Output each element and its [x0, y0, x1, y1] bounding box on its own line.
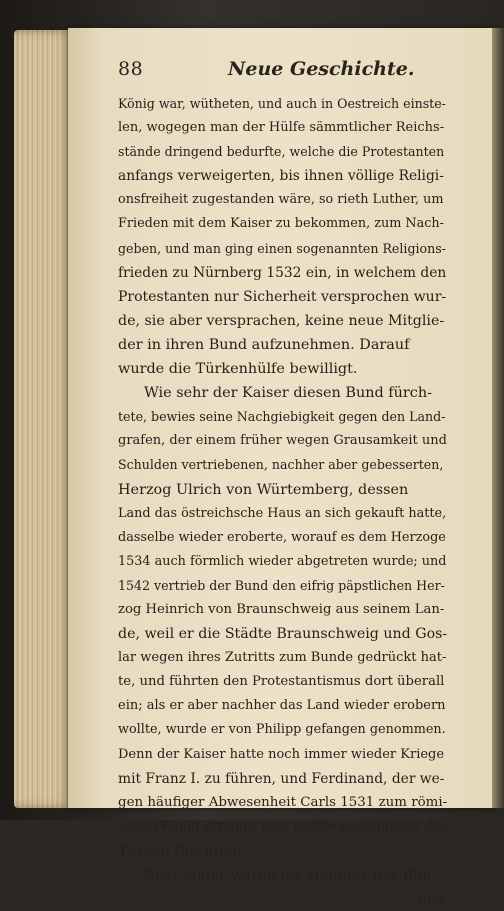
text-line: de, weil er die Städte Braunschweig und Gos- — [118, 626, 448, 643]
text-line: lar wegen ihres Zutritts zum Bunde gedrückt hat- — [118, 650, 447, 666]
text-line: Protestanten nur Sicherheit versprochen wur- — [118, 288, 447, 305]
text-line: Denn der Kaiser hatte noch immer wieder Kriege — [118, 746, 445, 762]
text-line: Wie sehr der Kaiser diesen Bund fürch- — [144, 385, 432, 402]
text-line: des, — [418, 891, 448, 908]
text-line: anfangs verweigerten, bis ihnen völlige Religi- — [118, 168, 444, 185]
text-line: Herzog Ulrich von Würtemberg, dessen — [118, 481, 409, 498]
text-line: frieden zu Nürnberg 1532 ein, in welchem den — [118, 264, 447, 281]
page-number: 88 — [118, 58, 144, 80]
text-line: der in ihren Bund aufzunehmen. Darauf — [118, 336, 410, 353]
running-title: Neue Geschichte. — [228, 58, 415, 80]
page-edges — [14, 30, 74, 808]
text-line: Schulden vertriebenen, nachher aber gebesserten, — [118, 457, 444, 473]
text-line: zog Heinrich von Braunschweig aus seinem Lan- — [118, 601, 445, 617]
text-line: 1534 auch förmlich wieder abgetreten wurde; und — [118, 553, 447, 569]
text-line: 1542 vertrieb der Bund den eifrig päpstlichen Her- — [118, 577, 445, 593]
text-line: te, und führten den Protestantismus dort überall — [118, 674, 445, 690]
text-line: König war, wütheten, und auch in Oestreich einste- — [118, 96, 446, 111]
text-line: Land das östreichsche Haus an sich gekauft hatte, — [118, 505, 447, 521]
body-text — [118, 92, 448, 911]
text-line: len, wogegen man der Hülfe sämmtlicher Reichs- — [118, 120, 445, 136]
text-line: Frieden mit dem Kaiser zu bekommen, zum Nach- — [118, 216, 444, 232]
text-line: schen König ernannt war, mußte noch immer die — [118, 818, 445, 834]
text-line: wurde die Türkenhülfe bewilligt. — [118, 361, 358, 378]
text-line: geben, und man ging einen sogenannten Religions- — [118, 240, 446, 256]
page-header — [118, 58, 448, 88]
text-line: ein; als er aber nachher das Land wieder erobern — [118, 698, 446, 714]
text-line: grafen, der einem früher wegen Grausamkeit und — [118, 433, 447, 449]
page-shadow — [492, 28, 504, 808]
text-line: Aber leider waren die Häupter des Bun- — [144, 867, 437, 883]
text-line: onsfreiheit zugestanden wäre, so rieth Luther, um — [118, 192, 444, 208]
text-line: de, sie aber versprachen, keine neue Mitglie- — [118, 312, 445, 329]
text-line: dasselbe wieder eroberte, worauf es dem Herzoge — [118, 529, 446, 545]
text-line: gen häufiger Abwesenheit Carls 1531 zum römi- — [118, 794, 448, 810]
text-line: mit Franz I. zu führen, und Ferdinand, der we- — [118, 770, 445, 787]
text-line: Türken fürchten. — [118, 842, 242, 859]
text-line: stände dringend bedurfte, welche die Protestanten — [118, 144, 445, 160]
text-line: tete, bewies seine Nachgiebigkeit gegen den Land- — [118, 409, 446, 425]
text-line: wollte, wurde er von Philipp gefangen genommen. — [118, 722, 446, 738]
